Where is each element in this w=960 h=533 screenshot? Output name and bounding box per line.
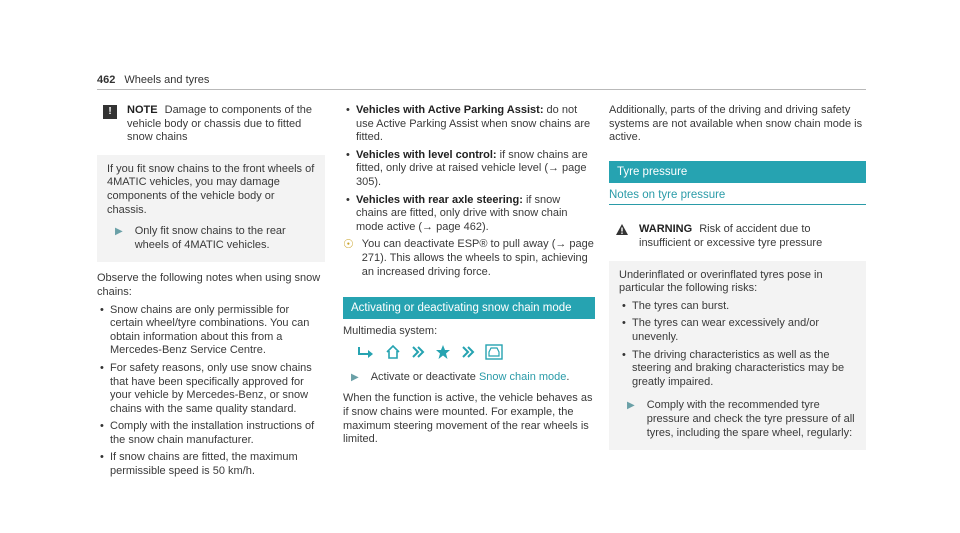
list-item: • The tyres can wear excessively and/or unevenly. [619,317,856,344]
list-item: • Vehicles with level control: if snow chains are fitted, only drive at raised vehicle level (→ page 305). [343,149,595,190]
snow-chain-notes-list [97,304,325,479]
page-number: 462 [97,74,116,86]
multimedia-label: Multimedia system: [343,325,438,338]
note-body [97,155,325,263]
vehicle-options-list [343,104,595,234]
lightbulb-icon: ☉ [343,237,354,252]
intro-text: Observe the following notes when using snow chains: [97,272,321,298]
warning-instruction-text: Comply with the recommended tyre pressure and check the tyre pressure of all tyres, including the spare wheel, regularly: [646,399,855,439]
warning-box [609,217,866,450]
list-item: • The tyres can burst. [619,300,856,314]
list-item: • Vehicles with Active Parking Assist: do not use Active Parking Assist when snow chains are fitted. [343,104,595,145]
list-item: • For safety reasons, only use snow chains that have been specifically approved for your vehicle by Mercedes-Benz, or snow chains with the same quality standard. [97,362,325,416]
warning-heading [639,223,860,250]
note-heading [127,104,319,145]
additional-info: Additionally, parts of the driving and driving safety systems are not available when snow chain mode is active. [609,104,863,144]
step-instruction: ▶ Activate or deactivate Snow chain mode. [343,371,595,385]
instruction-arrow-icon: ▶ [351,371,359,383]
warning-instruction [619,399,856,440]
instruction-arrow-icon: ▶ [627,400,635,412]
warning-body [609,261,866,451]
double-chevron-icon [461,345,475,359]
column-2 [343,98,595,447]
note-box [97,98,325,262]
section-title: Tyre pressure [609,161,866,183]
note-title: NOTE [127,104,158,116]
navigation-path [343,343,595,361]
corner-arrow-icon [357,345,375,359]
function-description: When the function is active, the vehicle behaves as if snow chains were mounted. For example, the maximum steering movement of the rear wheels is limited. [343,392,593,446]
snow-chain-mode-link[interactable]: Snow chain mode [478,370,567,383]
risk-list [619,300,856,390]
tip-block [343,238,595,279]
warning-head-text: Risk of accident due to insufficient or excessive tyre pressure [639,223,823,249]
warning-body-text: Underinflated or overinflated tyres pose in particular the following risks: [619,268,823,295]
note-instruction [107,225,315,252]
list-item: • The driving characteristics as well as the steering and braking characteristics may be greatly impaired. [619,349,856,390]
star-icon [435,344,451,360]
subsection-title: Notes on tyre pressure [609,189,866,206]
list-item: • Vehicles with rear axle steering: if snow chains are fitted, only drive with snow chain mode active (→ page 462). [343,194,595,235]
column-3 [609,98,866,450]
section-title: Activating or deactivating snow chain mode [343,297,595,319]
column-1 [97,98,325,483]
warning-title: WARNING [639,223,693,236]
warning-header [609,217,866,256]
exclamation-icon: ! [103,105,117,119]
page-header [97,74,209,88]
note-instruction-text: Only fit snow chains to the rear wheels of 4MATIC vehicles. [134,225,286,251]
warning-triangle-icon [615,223,629,236]
list-item: • If snow chains are fitted, the maximum permissible speed is 50 km/h. [97,451,325,478]
double-chevron-icon [411,345,425,359]
note-head-text: Damage to components of the vehicle body or chassis due to fitted snow chains [127,104,312,144]
list-item: • Snow chains are only permissible for certain wheel/tyre combinations. You can obtain information about this from a Mercedes-Benz Service Centre. [97,304,325,358]
list-item: • Comply with the installation instructions of the snow chain manufacturer. [97,420,325,447]
tip-text: You can deactivate ESP® to pull away (→ page 271). This allows the wheels to spin, achieving an increased driving force. [361,238,594,278]
car-icon [485,344,503,360]
page-title: Wheels and tyres [124,74,210,86]
home-icon [385,344,401,360]
note-header [97,98,325,151]
note-body-text: If you fit snow chains to the front wheels of 4MATIC vehicles, you may damage components of the vehicle body or chassis. [107,162,315,216]
header-divider [97,89,866,90]
instruction-arrow-icon: ▶ [115,226,123,238]
